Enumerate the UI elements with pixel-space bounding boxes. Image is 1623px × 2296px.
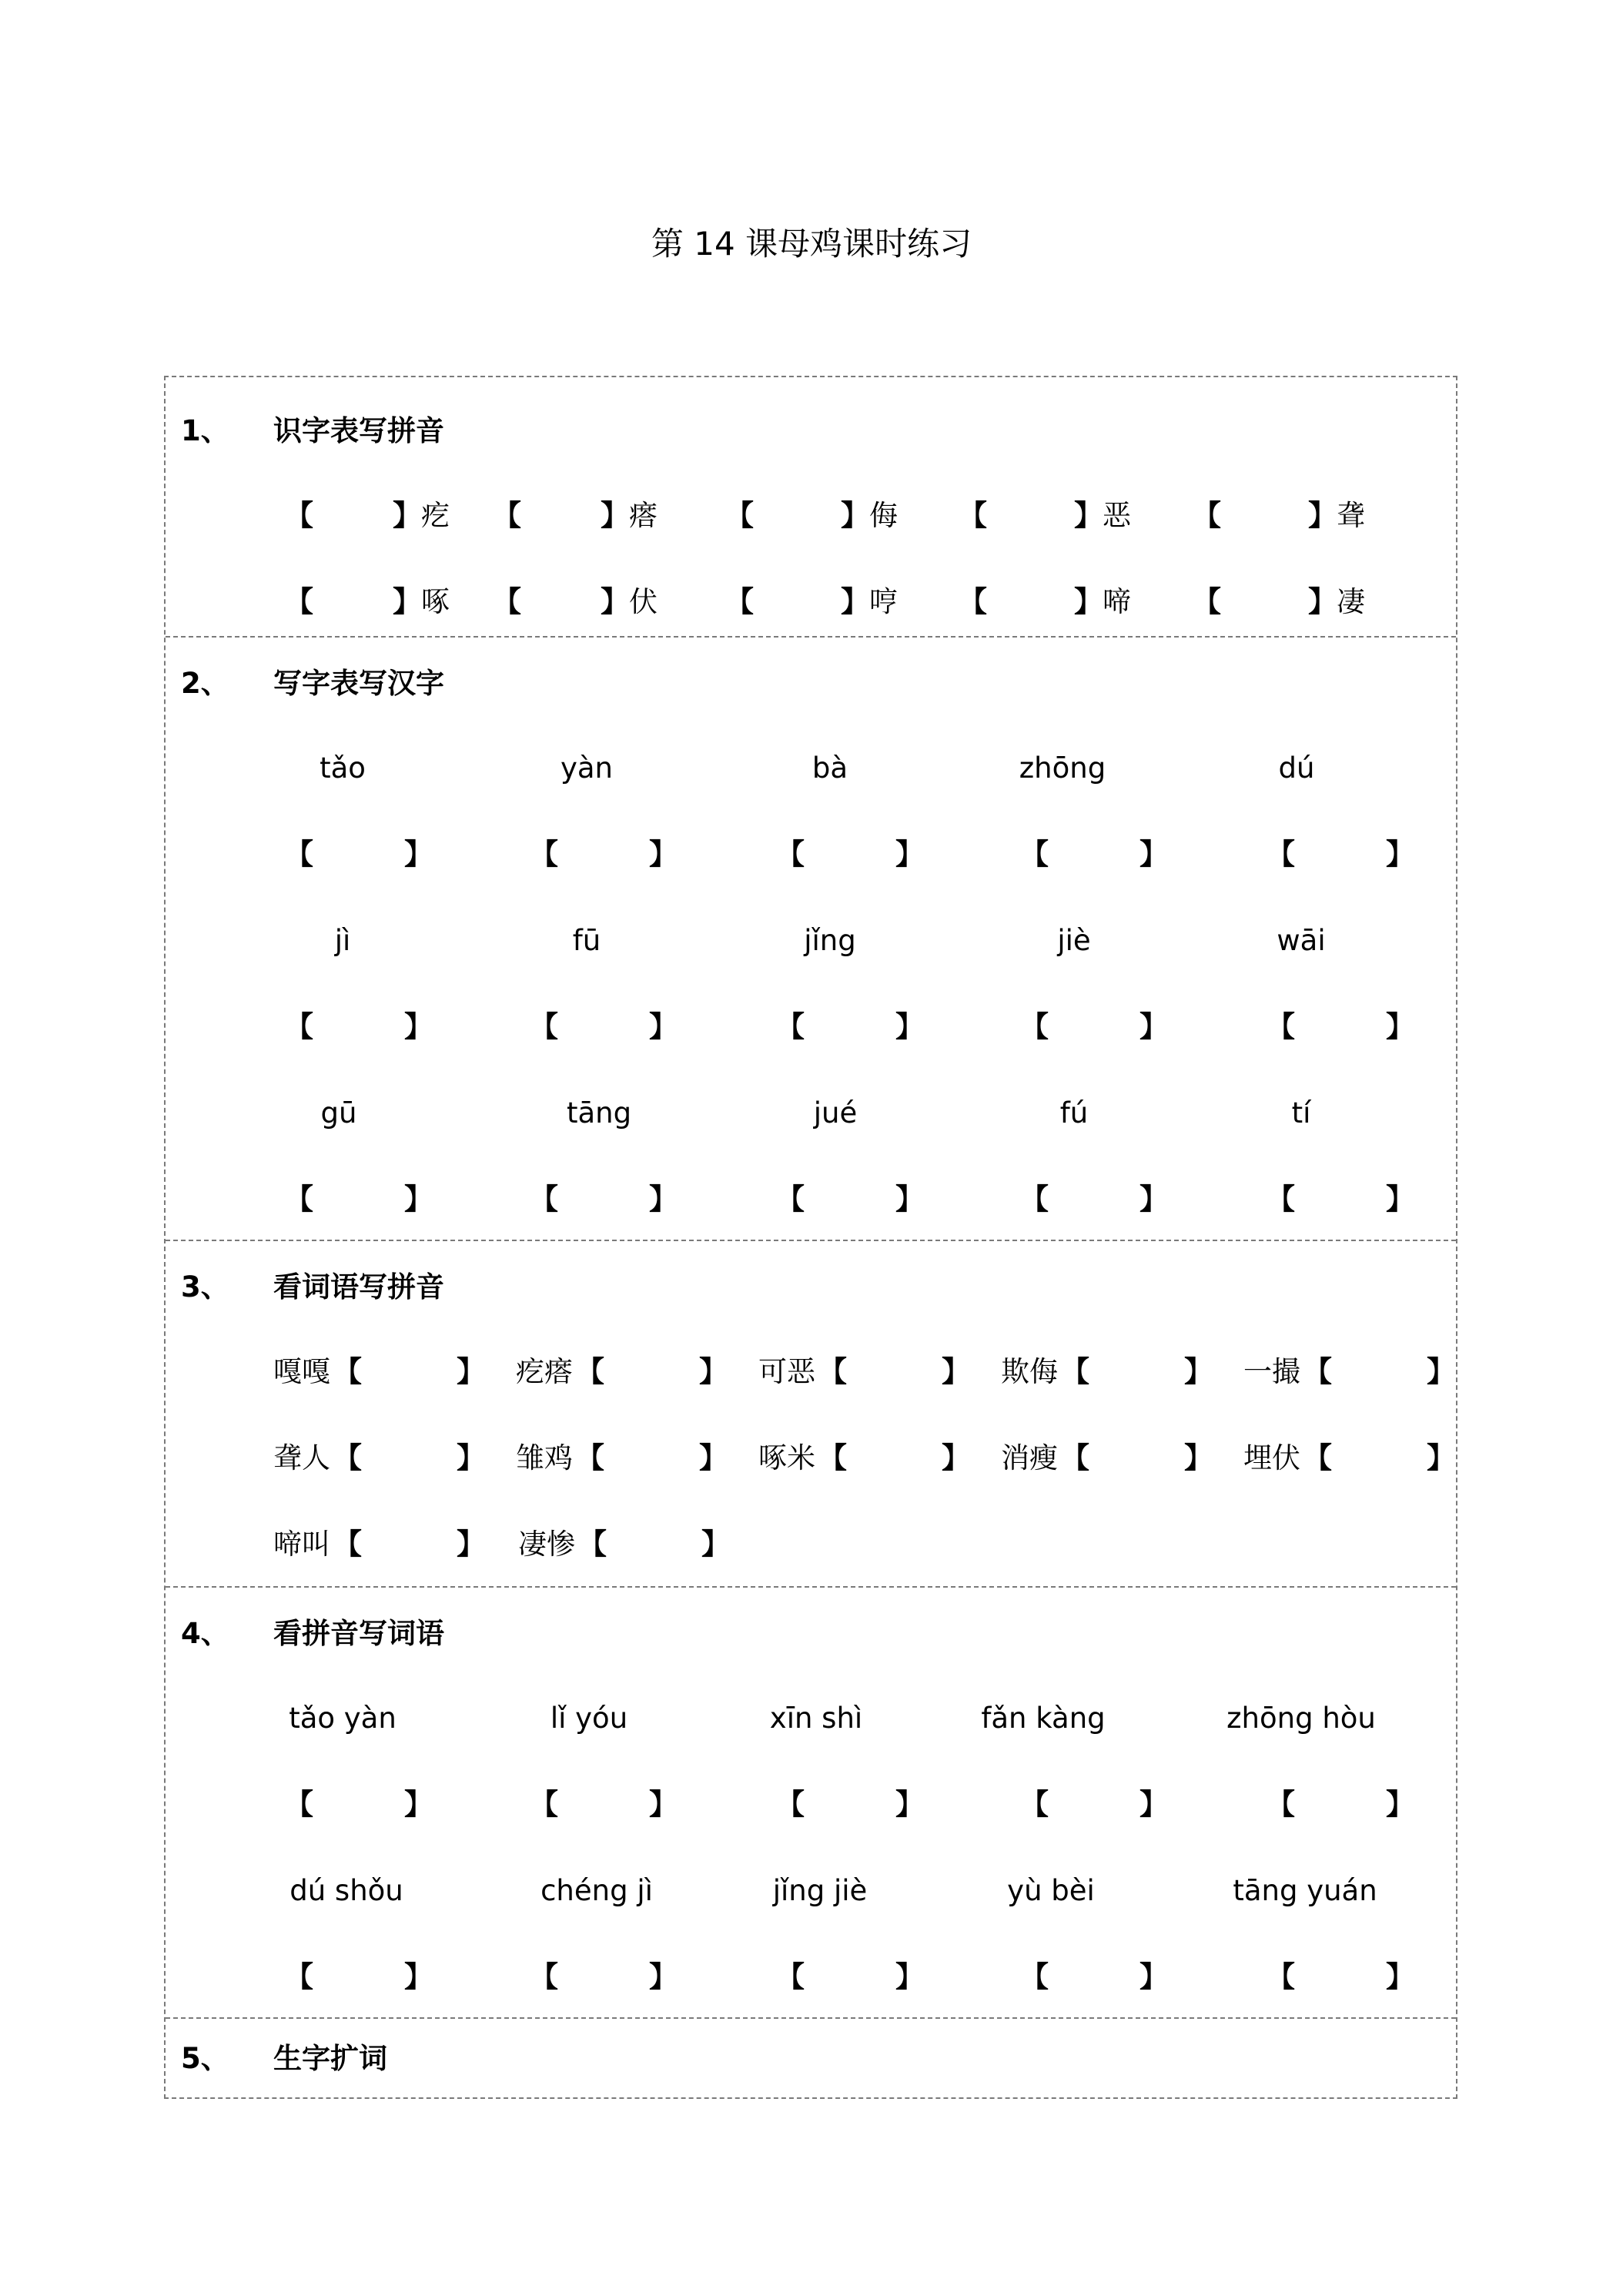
answer-row: 【 】 【 】 【 】 【 】 【 】	[285, 1788, 1414, 1821]
character: 伏	[629, 585, 658, 618]
pinyin-label: dú shǒu	[289, 1874, 403, 1907]
section-number: 3、	[181, 1270, 229, 1304]
word-row: 啼叫 【 】 凄惨 【 】	[166, 1521, 1456, 1568]
section-number: 4、	[181, 1617, 229, 1650]
pinyin-label: tāng yuán	[1233, 1874, 1377, 1907]
word: 欺侮	[1001, 1355, 1058, 1388]
pinyin-label: fǎn kàng	[981, 1702, 1106, 1735]
pinyin-label: dú	[1278, 751, 1315, 785]
word: 疙瘩	[516, 1355, 573, 1388]
answer-row: 【 】 【 】 【 】 【 】 【 】	[285, 1010, 1414, 1043]
pinyin-label: tǎo yàn	[289, 1702, 397, 1735]
pinyin-row	[166, 918, 1456, 964]
page-title: 第 14 课母鸡课时练习	[651, 225, 972, 263]
word: 雏鸡	[516, 1441, 573, 1474]
pinyin-label: tāng	[566, 1096, 632, 1130]
word: 啼叫	[273, 1528, 330, 1561]
section-title: 看拼音写词语	[273, 1617, 444, 1650]
pinyin-label: tǎo	[320, 751, 366, 785]
pinyin-label: yù bèi	[1007, 1874, 1095, 1907]
answer-row: 【 】 【 】 【 】 【 】 【 】	[285, 1183, 1414, 1216]
section-title: 生字扩词	[273, 2042, 387, 2075]
pinyin-label: lǐ yóu	[550, 1702, 628, 1735]
section-3	[166, 1241, 1456, 1588]
pinyin-row	[166, 745, 1456, 792]
character: 瘩	[629, 499, 658, 532]
pinyin-label: bà	[812, 751, 848, 785]
section-header	[166, 661, 1456, 707]
pinyin-label: fú	[1059, 1096, 1089, 1130]
section-5	[166, 2019, 1456, 2097]
section-1	[166, 377, 1456, 638]
section-header	[166, 1611, 1456, 1657]
pinyin-row	[166, 1868, 1456, 1914]
pinyin-label: jiè	[1057, 924, 1091, 957]
char-row: 【 】 疙 【 】 瘩 【 】 侮 【 】 恶 【 】 聋	[166, 493, 1456, 539]
pinyin-label: xīn shì	[769, 1702, 863, 1735]
character: 哼	[869, 585, 898, 618]
character: 凄	[1337, 585, 1365, 618]
pinyin-label: zhōng	[1019, 751, 1106, 785]
pinyin-label: chéng jì	[540, 1874, 653, 1907]
pinyin-label: jì	[334, 924, 351, 957]
pinyin-label: zhōng hòu	[1226, 1702, 1376, 1735]
section-title: 识字表写拼音	[273, 414, 444, 447]
character: 聋	[1337, 499, 1365, 532]
pinyin-label: jǐng jiè	[772, 1874, 868, 1907]
pinyin-label: jǐng	[804, 924, 856, 957]
pinyin-row	[166, 1090, 1456, 1136]
word-row: 聋人 【 】 雏鸡 【 】 啄米 【 】 消瘦 【 】 埋伏 【 】	[166, 1435, 1456, 1481]
word: 嘎嘎	[273, 1355, 330, 1388]
answer-row: 【 】 【 】 【 】 【 】 【 】	[285, 1960, 1414, 1993]
char-row: 【 】 啄 【 】 伏 【 】 哼 【 】 啼 【 】 凄	[166, 579, 1456, 625]
word: 可恶	[758, 1355, 815, 1388]
section-number: 5、	[181, 2042, 229, 2075]
word-row: 嘎嘎 【 】 疙瘩 【 】 可恶 【 】 欺侮 【 】 一撮 【 】	[166, 1349, 1456, 1395]
exercise-sheet	[164, 376, 1457, 2099]
section-number: 1、	[181, 414, 229, 447]
section-2	[166, 638, 1456, 1241]
pinyin-label: yàn	[560, 751, 614, 785]
pinyin-label: fū	[572, 924, 601, 957]
section-header	[166, 1264, 1456, 1310]
answer-row: 【 】 【 】 【 】 【 】 【 】	[285, 838, 1414, 871]
section-title: 写字表写汉字	[273, 667, 444, 700]
character: 啄	[421, 585, 450, 618]
word: 埋伏	[1243, 1441, 1300, 1474]
word: 凄惨	[518, 1528, 575, 1561]
pinyin-label: jué	[813, 1096, 858, 1130]
section-title: 看词语写拼音	[273, 1270, 444, 1304]
character: 疙	[421, 499, 450, 532]
section-header	[166, 408, 1456, 454]
pinyin-label: wāi	[1277, 924, 1326, 957]
section-number: 2、	[181, 667, 229, 700]
pinyin-label: gū	[320, 1096, 357, 1130]
pinyin-label: tí	[1291, 1096, 1311, 1130]
section-4	[166, 1588, 1456, 2019]
section-header	[166, 2036, 1456, 2082]
pinyin-row	[166, 1695, 1456, 1742]
character: 恶	[1103, 499, 1131, 532]
character: 啼	[1103, 585, 1131, 618]
word: 一撮	[1243, 1355, 1300, 1388]
word: 聋人	[273, 1441, 330, 1474]
word: 消瘦	[1001, 1441, 1058, 1474]
word: 啄米	[758, 1441, 815, 1474]
character: 侮	[869, 499, 898, 532]
